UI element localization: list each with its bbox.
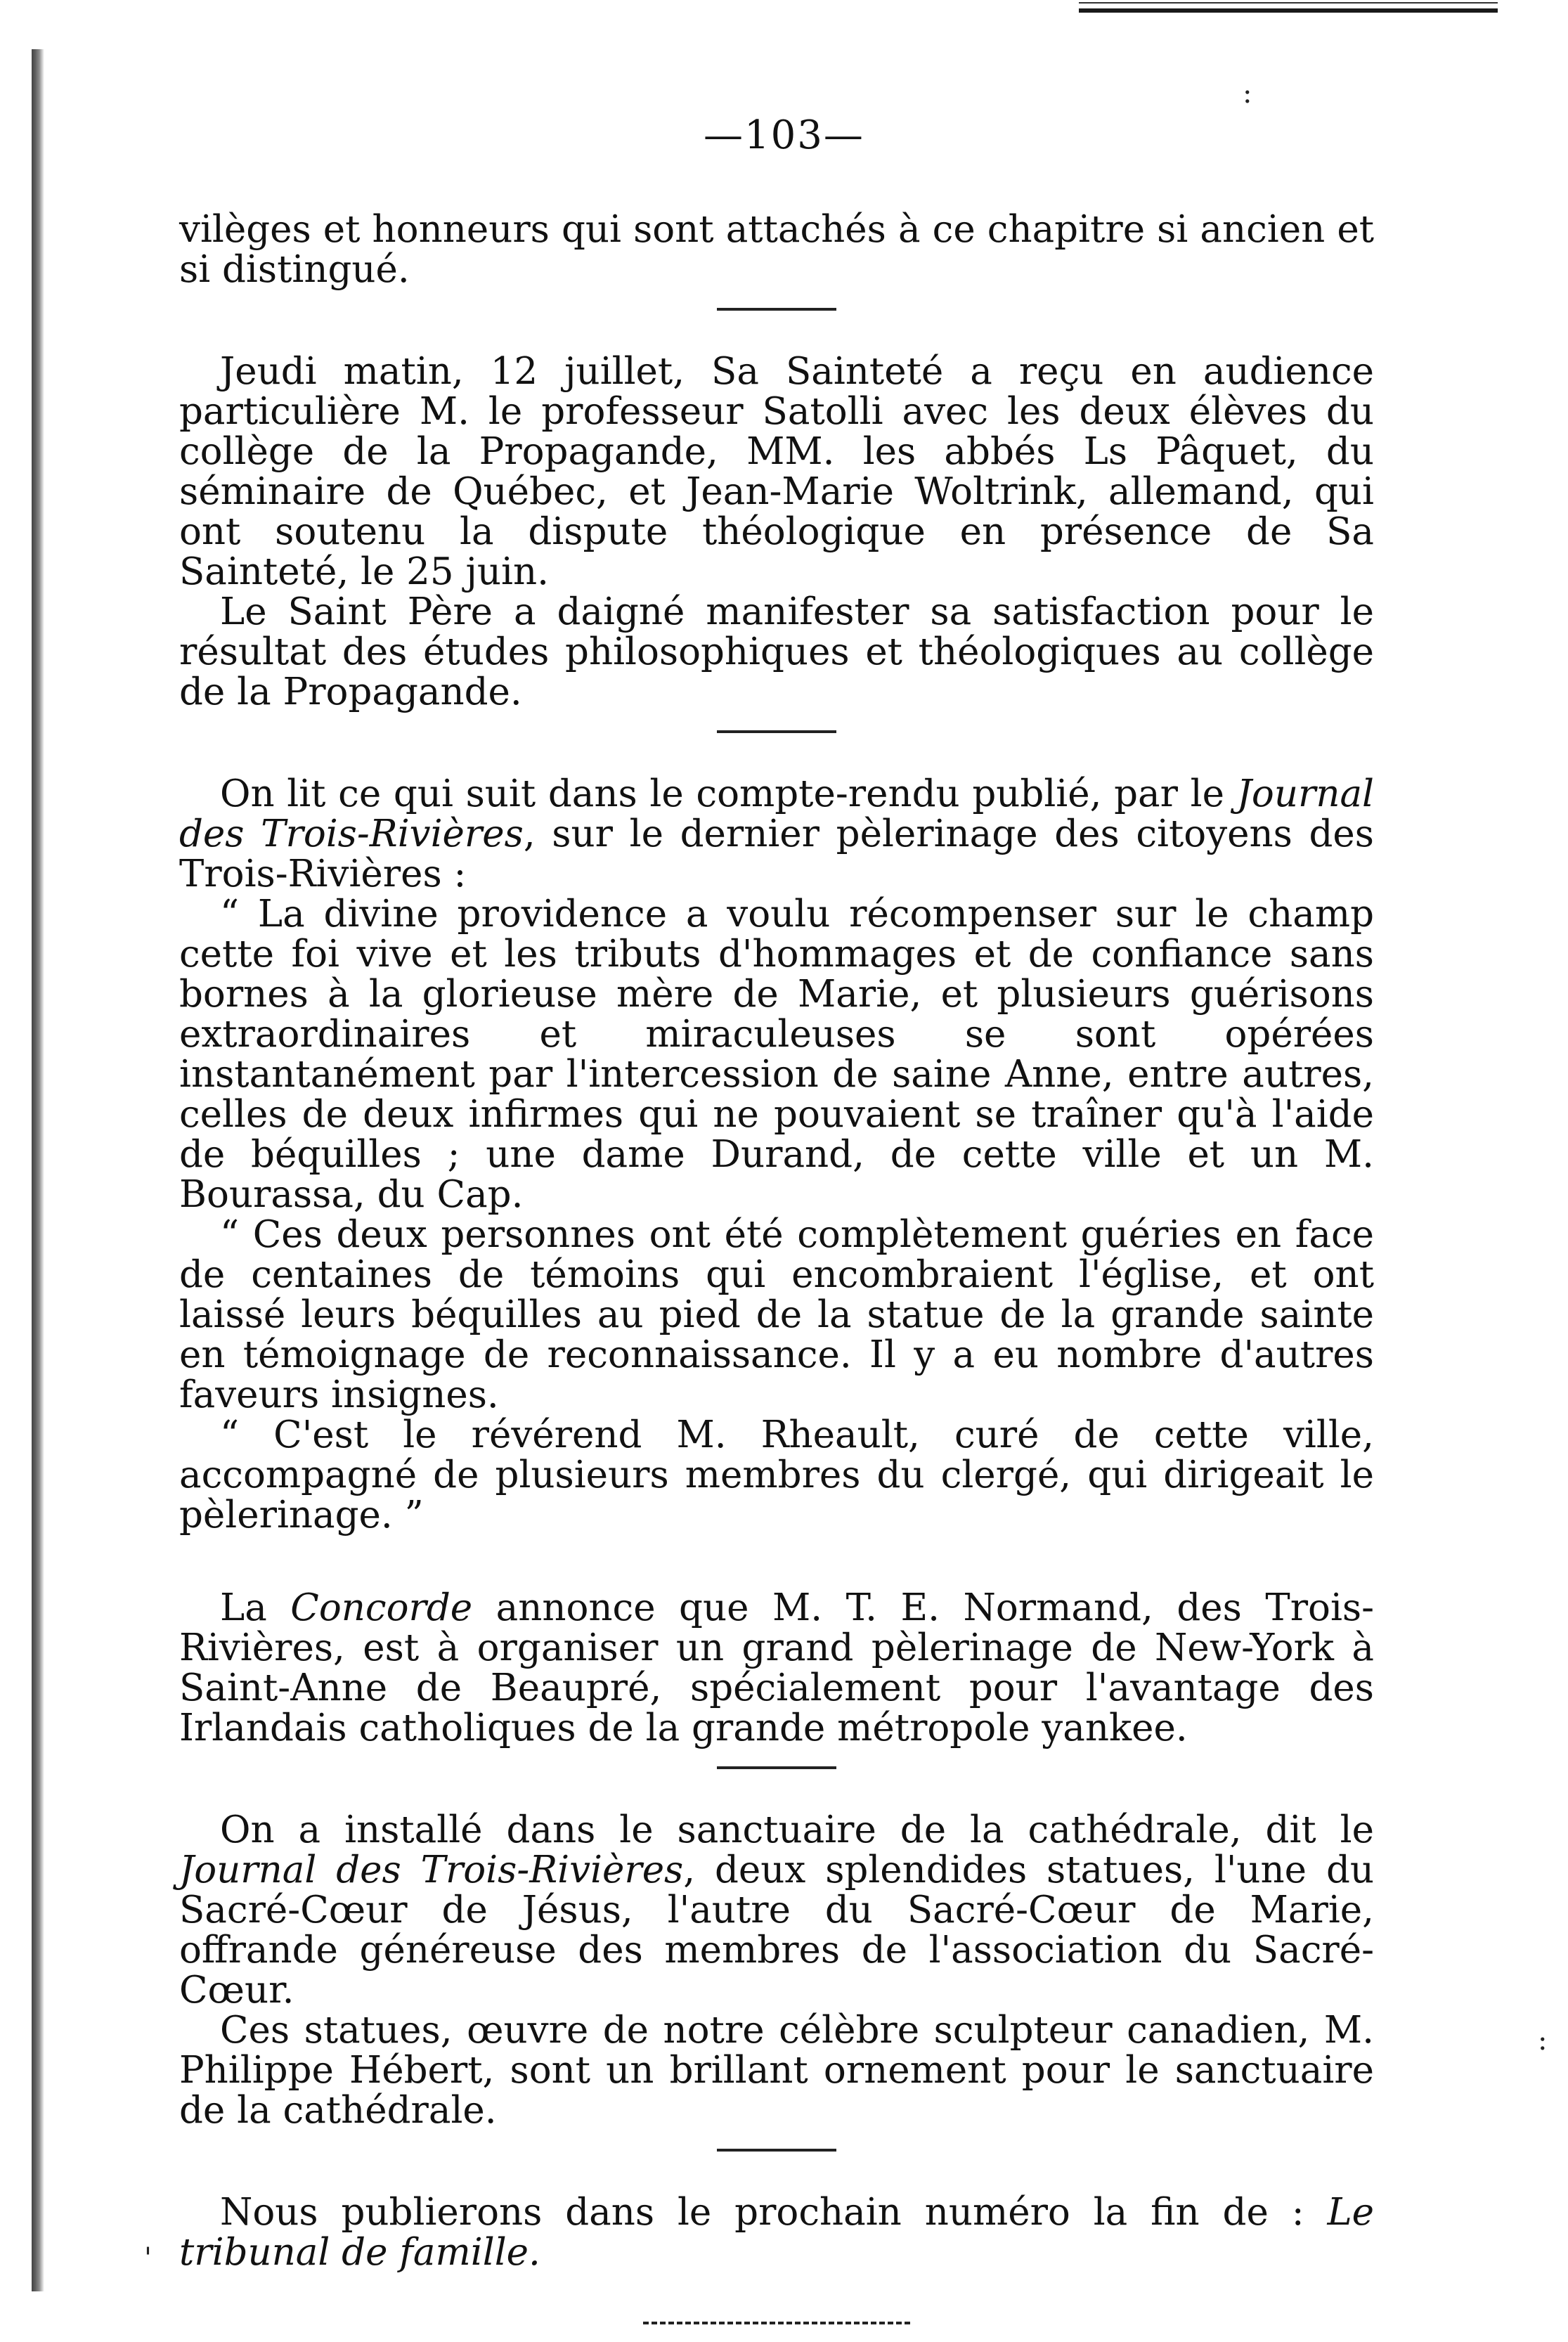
paragraph-satisfaction: Le Saint Père a daigné manifester sa satisfaction pour le résultat des études philosophiques et théologiques au collège de la Propagande.: [179, 590, 1374, 713]
newspaper-title: Concorde: [290, 1586, 473, 1629]
page-number: —103—: [704, 112, 864, 158]
top-border-thin-rule: [1079, 2, 1498, 4]
paragraph-quote-providence: “ La divine providence a voulu récompenser sur le champ cette foi vive et les tributs d'hommages et de confiance sans bornes à la glorieuse mère de Marie, et plusieurs guérisons extraordinaires et miraculeuses se sont opérées instantanément par l'intercession de saine Anne, entre autres, celles de deux infirmes qui ne pouvaient se traîner qu'à l'aide de béquilles ; une dame Durand, de cette ville et un M. Bourassa, du Cap.: [179, 893, 1374, 1216]
journal-title: Journal des Trois-Rivières: [179, 1849, 684, 1891]
section-gap: [179, 1535, 1374, 1588]
print-speck: ': [144, 2242, 152, 2275]
paragraph-statues: On a installé dans le sanctuaire de la cathédrale, dit le Journal des Trois-Rivières, deux splendides statues, l'une du Sacré-Cœur de Jésus, l'autre du Sacré-Cœur de Marie, offrande généreuse des membres de l'association du Sacré-Cœur.: [179, 1809, 1374, 2012]
section-separator: [717, 1766, 836, 1769]
top-border-rule: [1079, 8, 1498, 13]
paragraph-next-issue: Nous publierons dans le prochain numéro la fin de : Le tribunal de famille.: [179, 2191, 1374, 2274]
serial-title: Le tribunal de famille.: [179, 2191, 1374, 2274]
section-separator: [717, 730, 836, 733]
paragraph-sculptor: Ces statues, œuvre de notre célèbre sculpteur canadien, M. Philippe Hébert, sont un brillant ornement pour le sanctuaire de la cathédrale.: [179, 2009, 1374, 2132]
section-separator: [717, 2149, 836, 2152]
article-body: [179, 209, 1374, 2327]
paragraph-quote-priest: “ C'est le révérend M. Rheault, curé de cette ville, accompagné de plusieurs membres du clergé, qui dirigeait le pèlerinage. ”: [179, 1413, 1374, 1536]
page-binding-edge: [32, 49, 44, 2291]
paragraph-pilgrimage-intro: On lit ce qui suit dans le compte-rendu publié, par le Journal des Trois-Rivières, sur le dernier pèlerinage des citoyens des Trois-Rivières :: [179, 772, 1374, 895]
journal-title: Journal des Trois-Rivières: [179, 772, 1374, 855]
print-speck: :: [1243, 77, 1252, 110]
paragraph-continuation: vilèges et honneurs qui sont attachés à ce chapitre si ancien et si distingué.: [179, 208, 1374, 291]
section-separator: [717, 308, 836, 311]
paragraph-quote-healing: “ Ces deux personnes ont été complètement guéries en face de centaines de témoins qui encombraient l'église, et ont laissé leurs béquilles au pied de la statue de la grande sainte en témoignage de reconnaissance. Il y a eu nombre d'autres faveurs insignes.: [179, 1213, 1374, 1416]
end-ornament-rule: [643, 2322, 910, 2327]
paragraph-audience: Jeudi matin, 12 juillet, Sa Sainteté a reçu en audience particulière M. le professeur Satolli avec les deux élèves du collège de la Propagande, MM. les abbés Ls Pâquet, du séminaire de Québec, et Jean-Marie Woltrink, allemand, qui ont soutenu la dispute théologique en présence de Sa Sainteté, le 25 juin.: [179, 350, 1374, 593]
print-speck: :: [1538, 2024, 1548, 2057]
paragraph-concorde: La Concorde annonce que M. T. E. Normand, des Trois-Rivières, est à organiser un grand pèlerinage de New-York à Saint-Anne de Beaupré, spécialement pour l'avantage des Irlandais catholiques de la grande métropole yankee.: [179, 1586, 1375, 1749]
